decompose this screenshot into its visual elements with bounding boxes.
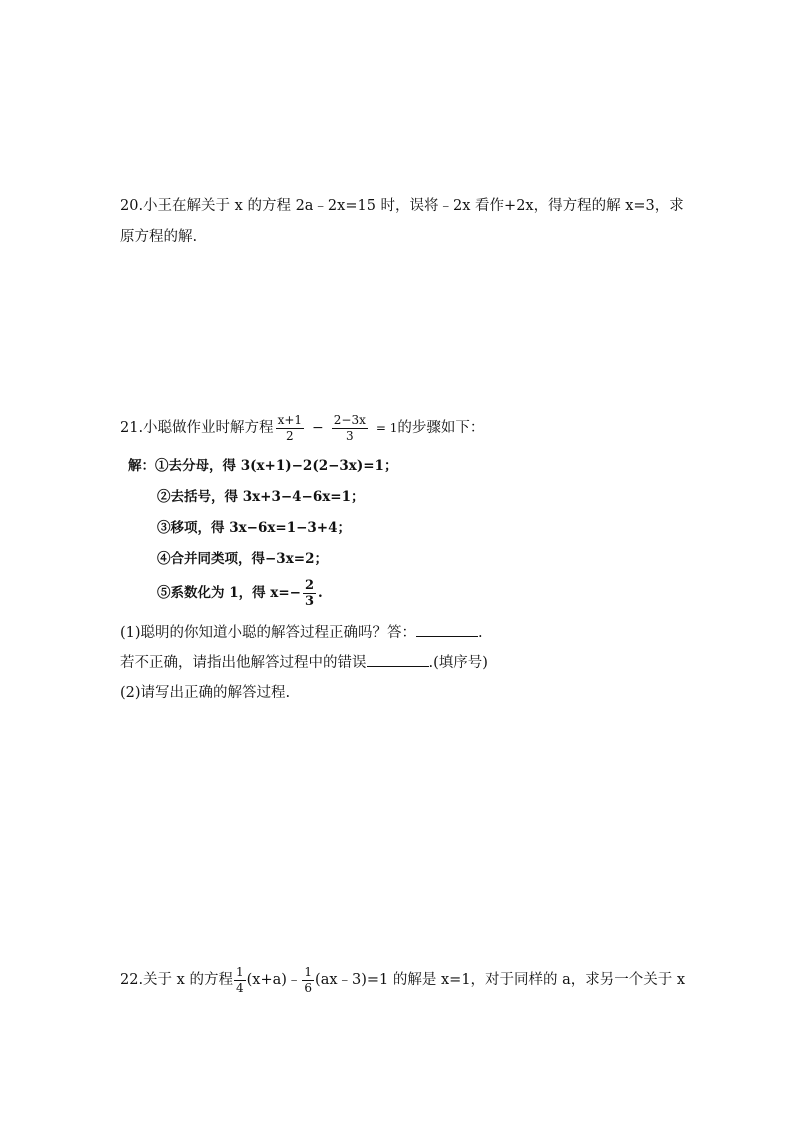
q21-equation-rhs: = 1 <box>375 421 398 435</box>
q21-intro-suffix: 的步骤如下： <box>397 420 485 436</box>
q22-fraction-1 <box>234 966 246 995</box>
q21-step-4: ④合并同类项，得−3x=2； <box>157 551 328 567</box>
q21-intro-prefix: 21.小聪做作业时解方程 <box>120 420 274 436</box>
q21-sub1 <box>120 622 483 643</box>
q21-step-5-fraction <box>303 579 316 608</box>
q21-sub2: (2)请写出正确的解答过程. <box>120 685 291 701</box>
q21-fraction-1-denominator: 2 <box>285 428 294 443</box>
q21-minus-sign: − <box>312 420 324 436</box>
q22-middle: (x+a)﹣ <box>246 972 302 988</box>
q21-intro <box>120 408 484 448</box>
q22-fraction-2 <box>302 966 314 995</box>
q22-prefix: 22.关于 x 的方程 <box>120 972 233 988</box>
q22-suffix: (ax﹣3)=1 的解是 x=1，对于同样的 a，求另一个关于 x <box>315 972 686 988</box>
q21-answer-blank-2[interactable] <box>367 652 429 667</box>
q21-step-5-denominator: 3 <box>304 593 315 609</box>
q21-step-1: 解：①去分母，得 3(x+1)−2(2−3x)=1； <box>128 458 398 474</box>
q22-fraction-2-denominator: 6 <box>304 980 313 995</box>
q21-sub1b <box>120 652 488 673</box>
q21-answer-blank-1[interactable] <box>416 622 478 637</box>
q21-sub1b-suffix: .(填序号) <box>428 655 488 671</box>
q21-sub1-prefix: (1)聪明的你知道小聪的解答过程正确吗？答： <box>120 625 417 641</box>
q21-step-5-prefix: ⑤系数化为 1，得 x=− <box>157 585 301 601</box>
q21-fraction-1-numerator: x+1 <box>277 412 303 427</box>
q21-step-2: ②去括号，得 3x+3−4−6x=1； <box>157 489 365 505</box>
q21-fraction-2 <box>332 414 368 443</box>
q21-fraction-2-denominator: 3 <box>345 428 354 443</box>
q21-fraction-1 <box>276 414 304 443</box>
q21-sub1b-prefix: 若不正确，请指出他解答过程中的错误 <box>120 655 367 671</box>
q20-line2: 原方程的解. <box>120 229 198 245</box>
q21-step-5-suffix: . <box>318 585 323 601</box>
q22-fraction-1-denominator: 4 <box>235 980 244 995</box>
q21-sub1-suffix: . <box>478 625 483 641</box>
q21-fraction-2-numerator: 2−3x <box>333 412 366 427</box>
q22-fraction-1-numerator: 1 <box>235 964 244 979</box>
q22-line1 <box>120 960 685 1000</box>
q21-step-5-numerator: 2 <box>304 577 315 593</box>
q21-step-3: ③移项，得 3x−6x=1−3+4； <box>157 520 352 536</box>
q21-step-5 <box>157 575 323 611</box>
q20-line1: 20.小王在解关于 x 的方程 2a﹣2x=15 时，误将﹣2x 看作+2x，得方程的解 x=3，求 <box>120 198 684 214</box>
q22-fraction-2-numerator: 1 <box>304 964 313 979</box>
